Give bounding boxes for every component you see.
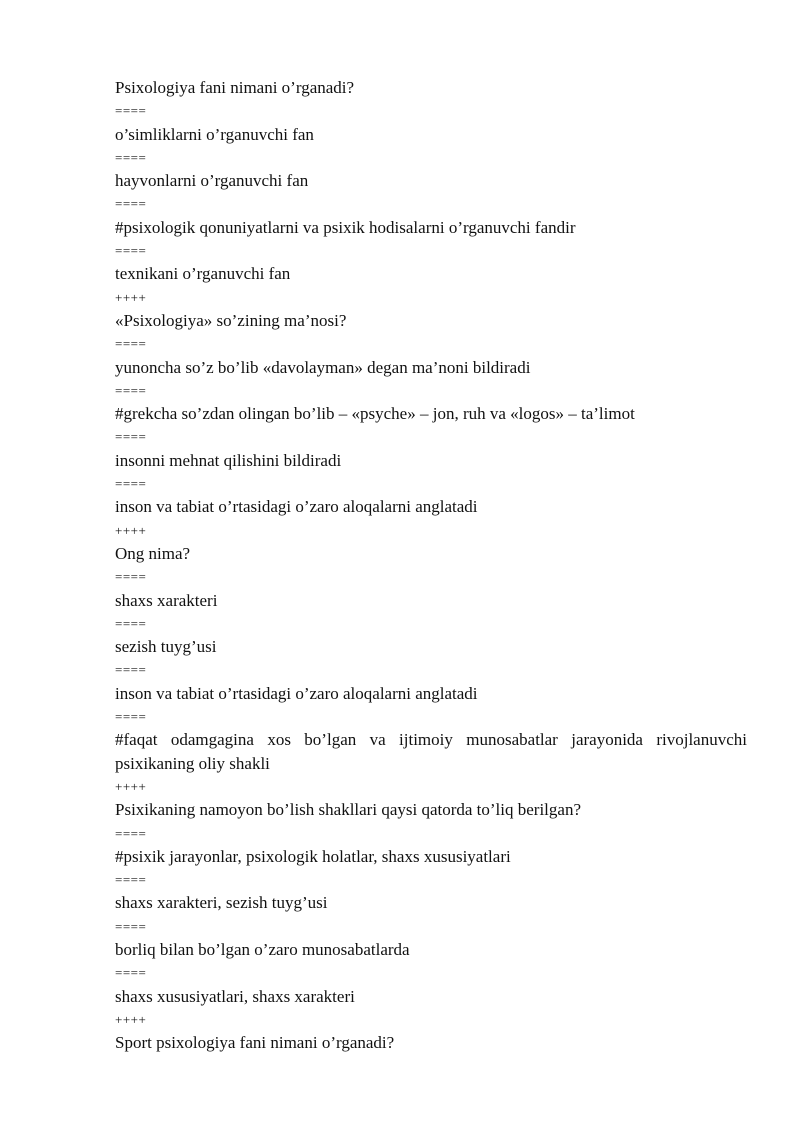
separator: ==== <box>115 243 147 259</box>
answer-option: sezish tuyg’usi <box>115 637 217 657</box>
separator: ==== <box>115 709 147 725</box>
separator: ==== <box>115 476 147 492</box>
separator: ==== <box>115 196 147 212</box>
answer-option: hayvonlarni o’rganuvchi fan <box>115 171 309 191</box>
question-text: Ong nima? <box>115 543 191 563</box>
question-separator: ++++ <box>115 522 147 538</box>
separator: ==== <box>115 662 147 678</box>
separator: ==== <box>115 965 147 981</box>
answer-option: yunoncha so’z bo’lib «davolayman» degan ma’noni bildiradi <box>115 357 531 377</box>
answer-option: borliq bilan bo’lgan o’zaro munosabatlarda <box>115 939 410 959</box>
answer-option: shaxs xarakteri <box>115 590 218 610</box>
separator: ==== <box>115 615 147 631</box>
document-page <box>115 76 747 1054</box>
question-separator: ++++ <box>115 778 147 794</box>
answer-option: o’simliklarni o’rganuvchi fan <box>115 124 314 144</box>
answer-option-correct: #psixologik qonuniyatlarni va psixik hodisalarni o’rganuvchi fandir <box>115 217 576 237</box>
answer-option: inson va tabiat o’rtasidagi o’zaro aloqalarni anglatadi <box>115 683 478 703</box>
separator: ==== <box>115 569 147 585</box>
question-separator: ++++ <box>115 1011 147 1027</box>
separator: ==== <box>115 336 147 352</box>
question-text: Sport psixologiya fani nimani o’rganadi? <box>115 1033 395 1053</box>
answer-option: shaxs xarakteri, sezish tuyg’usi <box>115 893 328 913</box>
answer-option: shaxs xususiyatlari, shaxs xarakteri <box>115 986 355 1006</box>
question-separator: ++++ <box>115 289 147 305</box>
separator: ==== <box>115 918 147 934</box>
answer-option-correct: #faqat odamgagina xos bo’lgan va ijtimoiy munosabatlar jarayonida rivojlanuvchi psixikaning oliy shakli <box>115 730 747 773</box>
answer-option: inson va tabiat o’rtasidagi o’zaro aloqalarni anglatadi <box>115 497 478 517</box>
answer-option: texnikani o’rganuvchi fan <box>115 264 291 284</box>
answer-option-correct: #psixik jarayonlar, psixologik holatlar, shaxs xususiyatlari <box>115 846 511 866</box>
question-text: Psixologiya fani nimani o’rganadi? <box>115 78 355 97</box>
question-text: Psixikaning namoyon bo’lish shakllari qaysi qatorda to’liq berilgan? <box>115 800 581 820</box>
separator: ==== <box>115 382 147 398</box>
answer-option-correct: #grekcha so’zdan olingan bo’lib – «psyche» – jon, ruh va «logos» – ta’limot <box>115 404 635 424</box>
separator: ==== <box>115 429 147 445</box>
separator: ==== <box>115 103 147 119</box>
separator: ==== <box>115 149 147 165</box>
question-text: «Psixologiya» so’zining ma’nosi? <box>115 310 347 330</box>
separator: ==== <box>115 872 147 888</box>
separator: ==== <box>115 825 147 841</box>
answer-option: insonni mehnat qilishini bildiradi <box>115 450 342 470</box>
